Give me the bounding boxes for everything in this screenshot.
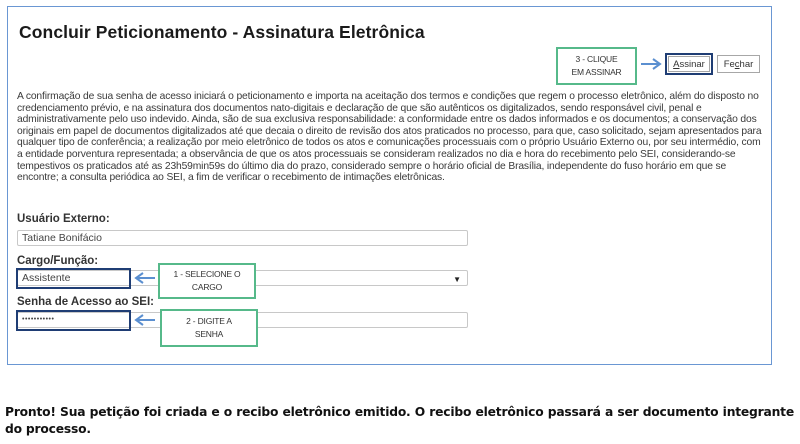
callout-step-2-line2: SENHA — [194, 329, 224, 339]
callout-step-2-line1: 2 - DIGITE A — [186, 316, 232, 326]
password-label: Senha de Acesso ao SEI: — [17, 296, 154, 308]
callout-step-2 — [160, 309, 258, 347]
close-button-accesskey: c — [734, 58, 740, 70]
password-highlight — [16, 310, 131, 331]
role-label: Cargo/Função: — [17, 255, 99, 267]
sign-button-accesskey: A — [673, 58, 680, 70]
chevron-down-icon[interactable]: ▼ — [453, 275, 461, 284]
close-button-label-start: Fe — [723, 58, 735, 70]
callout-step-3 — [556, 47, 637, 85]
callout-step-1 — [158, 263, 256, 299]
sign-button[interactable] — [668, 56, 710, 72]
callout-step-3-line2: EM ASSINAR — [571, 67, 622, 77]
callout-step-1-line2: CARGO — [191, 282, 223, 292]
callout-step-1-line1: 1 - SELECIONE O — [173, 269, 241, 279]
external-user-field[interactable]: Tatiane Bonifácio — [17, 230, 468, 246]
sign-button-label: ssinar — [679, 58, 705, 70]
external-user-label: Usuário Externo: — [17, 213, 110, 225]
close-button-label-end: har — [739, 58, 754, 70]
close-button[interactable] — [717, 55, 760, 73]
arrow-left-icon — [134, 272, 156, 284]
terms-text: A confirmação de sua senha de acesso iniciará o peticionamento e importa na aceitação dos termos e condições que regem o processo eletrônico, além do disposto no credenciamento prévio, e na assinatura dos documentos nato-digitais e declaração de que são autênticos os digitalizados, sendo responsável civil, penal e administrativamente pelo uso indevido. Ainda, são de sua exclusiva responsabilidade: a conformidade entre os dados informados e os documentos; a conservação dos originais em papel de documentos digitalizados até que decaia o direito de revisão dos atos praticados no processo, para que, caso solicitado, sejam apresentados para qualquer tipo de conferência; a realização por meio eletrônico de todos os atos e comunicações processuais com o próprio Usuário Externo ou, por seu intermédio, com a entidade porventura representada; a observância de que os atos processuais se consideram realizados no dia e hora do recebimento pelo SEI, considerando-se tempestivos os praticados até as 23h59min59s do último dia do prazo, considerado sempre o horário oficial de Brasília, independente do fuso horário em que se encontre; a consulta periódica ao SEI, a fim de verificar o recebimento de intimações eletrônicas. — [17, 91, 762, 184]
dialog-title: Concluir Peticionamento - Assinatura Eletrônica — [19, 22, 425, 42]
callout-step-3-line1: 3 - CLIQUE — [575, 54, 618, 64]
confirmation-text: Pronto! Sua petição foi criada e o recibo eletrônico emitido. O recibo eletrônico passará a ser documento integrante do processo. — [5, 405, 794, 436]
role-select-value: Assistente — [22, 272, 71, 284]
arrow-right-icon — [640, 58, 662, 70]
arrow-left-icon — [134, 314, 156, 326]
password-field[interactable]: ••••••••••• — [17, 312, 468, 328]
role-highlight — [16, 268, 131, 289]
